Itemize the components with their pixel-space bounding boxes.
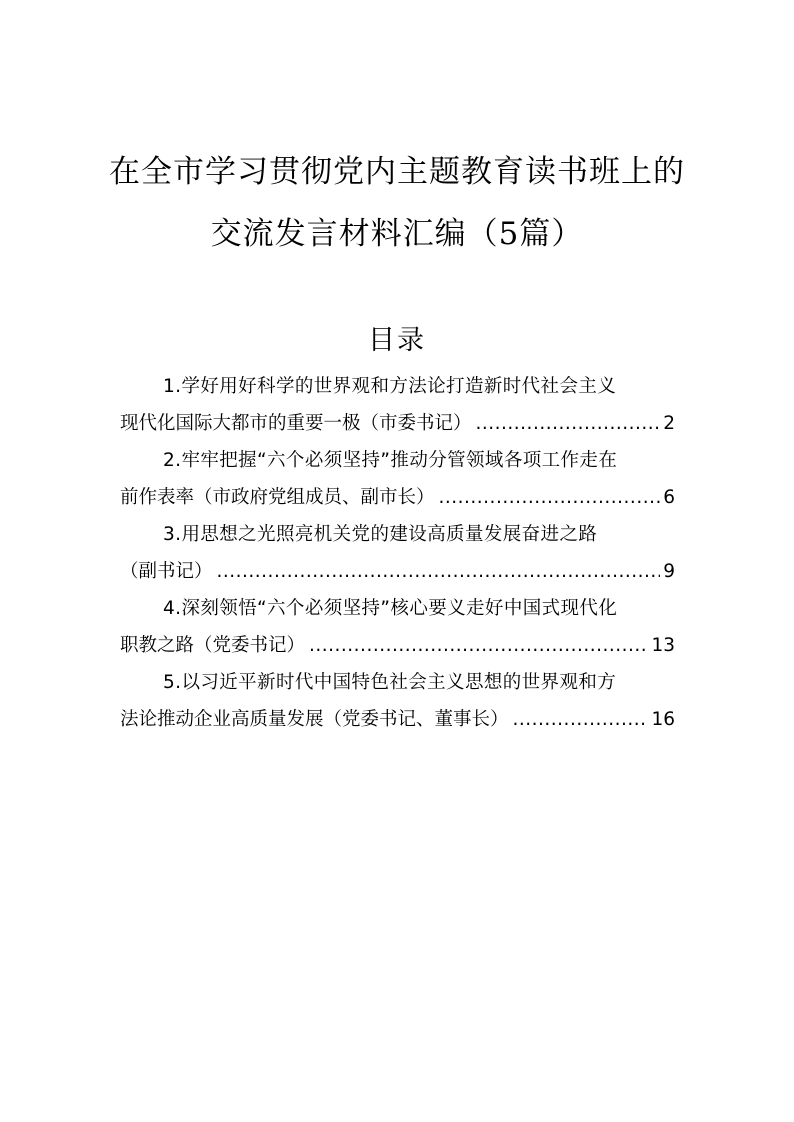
toc-entry-title-line-2 <box>120 553 675 590</box>
toc-entry[interactable] <box>120 516 675 590</box>
toc-entry-title-line-2 <box>120 405 675 442</box>
toc-entry[interactable] <box>120 442 675 516</box>
toc-dot-leader <box>513 701 649 738</box>
toc-entry-title-line-1: 5.以习近平新时代中国特色社会主义思想的世界观和方 <box>163 672 617 693</box>
toc-entry-title-line-2 <box>120 479 675 516</box>
toc-entry-title-text: 职教之路（党委书记） <box>120 635 306 656</box>
toc-entry-title-line-2 <box>120 627 675 664</box>
toc-dot-leader <box>309 627 648 664</box>
table-of-contents <box>120 368 675 738</box>
toc-entry-title-line-1: 4.深刻领悟“六个必须坚持”核心要义走好中国式现代化 <box>163 598 618 619</box>
toc-entry-title-line-1: 3.用思想之光照亮机关党的建设高质量发展奋进之路 <box>163 524 598 545</box>
toc-entry-title-text: 前作表率（市政府党组成员、副市长） <box>120 487 435 508</box>
toc-heading: 目录 <box>368 325 426 356</box>
toc-entry[interactable] <box>120 664 675 738</box>
toc-entry-title-line-2 <box>120 701 675 738</box>
toc-entry[interactable] <box>120 590 675 664</box>
toc-entry-title-text: 法论推动企业高质量发展（党委书记、董事长） <box>120 709 509 730</box>
toc-page-number: 6 <box>663 487 675 508</box>
toc-entry-title-line-1: 2.牢牢把握“六个必须坚持”推动分管领域各项工作走在 <box>163 450 618 471</box>
toc-page-number: 2 <box>663 413 675 434</box>
document-title-line-1: 在全市学习贯彻党内主题教育读书班上的 <box>109 154 685 190</box>
toc-entry[interactable] <box>120 368 675 442</box>
toc-entry-title-text: （副书记） <box>120 561 213 582</box>
toc-entry-title-text: 现代化国际大都市的重要一极（市委书记） <box>120 413 472 434</box>
toc-dot-leader <box>476 405 661 442</box>
toc-dot-leader <box>217 553 661 590</box>
toc-page-number: 16 <box>651 709 675 730</box>
toc-page-number: 9 <box>663 561 675 582</box>
toc-page-number: 13 <box>651 635 675 656</box>
toc-dot-leader <box>439 479 661 516</box>
document-title-line-2: 交流发言材料汇编（5篇） <box>210 216 584 252</box>
toc-entry-title-line-1: 1.学好用好科学的世界观和方法论打造新时代社会主义 <box>163 376 617 397</box>
